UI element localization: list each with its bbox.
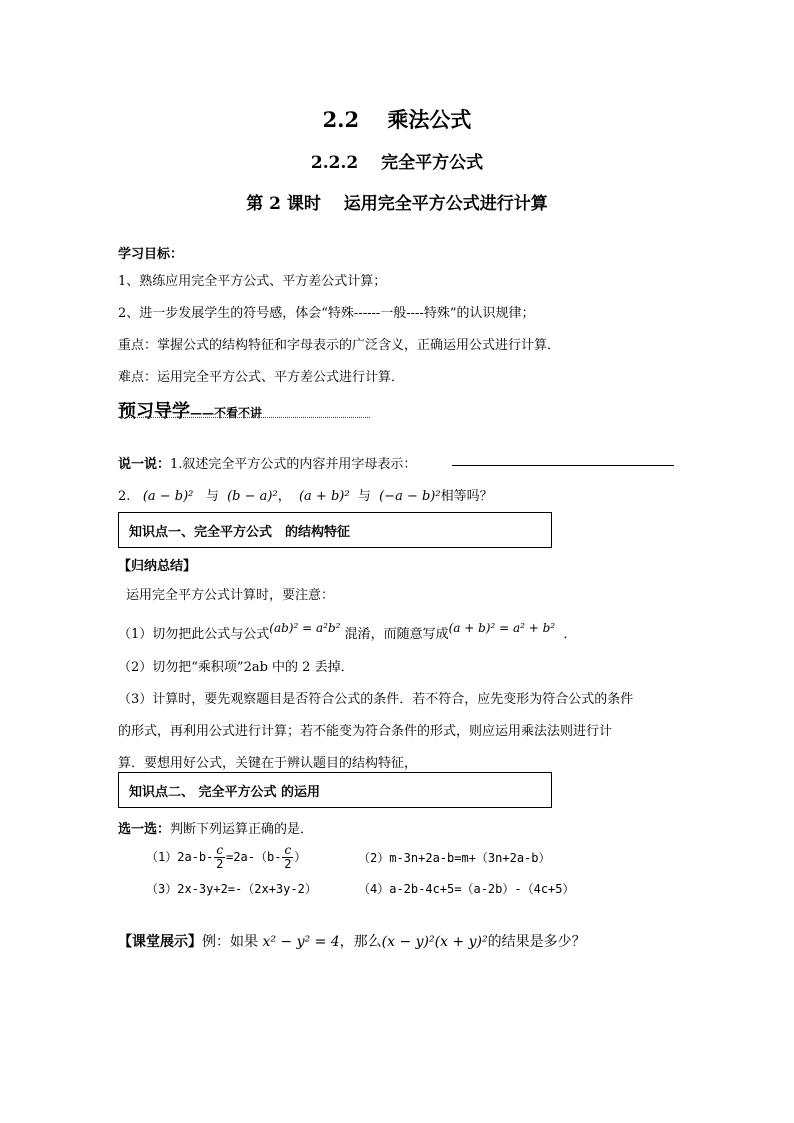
preview-underline xyxy=(118,417,370,418)
option-1-a: （1）2a-b- xyxy=(146,850,214,864)
goal-item-1: 1、熟练应用完全平方公式、平方差公式计算； xyxy=(118,274,387,289)
q2-number: 2. xyxy=(118,489,131,504)
fraction-c-over-2-b xyxy=(282,844,293,871)
preview-heading xyxy=(118,397,262,423)
class-display-text-c: 的结果是多少？ xyxy=(487,934,586,950)
choose-label: 选一选： xyxy=(118,822,171,837)
goal-item-2: 2、进一步发展学生的符号感，体会“特殊------一般----特殊”的认识规律； xyxy=(118,306,535,321)
title-sub: 2.2.2 完全平方公式 xyxy=(310,153,484,173)
summary-p1-b: 混淆，而随意写成 xyxy=(344,627,449,642)
title-main: 2.2 乘法公式 xyxy=(322,107,472,132)
formula-ab-squared: (ab)² = a²b² xyxy=(269,621,341,635)
option-4: （4）a-2b-4c+5=（a-2b）-（4c+5） xyxy=(358,882,575,896)
fraction-den: 2 xyxy=(284,857,292,871)
class-display-text-b: ，那么 xyxy=(339,934,382,950)
preview-heading-text: 预习导学 xyxy=(118,401,190,422)
formula-product: (x − y)²(x + y)² xyxy=(381,934,488,950)
summary-intro: 运用完全平方公式计算时，要注意： xyxy=(126,588,335,603)
answer-blank xyxy=(452,465,674,466)
summary-p3-line1: （3）计算时，要先观察题目是否符合公式的条件．若不符合，应先变形为符合公式的条件 xyxy=(118,692,634,707)
q2-and-2: 与 xyxy=(357,489,371,504)
title-lesson: 第 2 课时 运用完全平方公式进行计算 xyxy=(246,194,548,214)
knowledge-point-1-box xyxy=(118,512,552,548)
class-display-label: 【课堂展示】 xyxy=(118,934,202,950)
q2-expr-b: (b − a)² xyxy=(227,489,278,504)
summary-p1 xyxy=(118,623,576,642)
formula-a-plus-b-squared: (a + b)² = a² + b² xyxy=(448,621,556,635)
choose-prompt xyxy=(118,818,313,837)
class-display-text-a: 例：如果 xyxy=(202,934,258,950)
say-q2 xyxy=(118,485,493,504)
say-q1 xyxy=(118,453,416,472)
option-1-c: ） xyxy=(294,850,307,864)
say-label: 说一说： xyxy=(118,457,171,472)
q2-sep: ， xyxy=(277,489,291,504)
goals-heading: 学习目标： xyxy=(118,247,184,262)
key-point: 重点：掌握公式的结构特征和字母表示的广泛含义，正确运用公式进行计算． xyxy=(118,338,561,353)
summary-heading: 【归纳总结】 xyxy=(118,559,197,574)
q2-tail: 相等吗？ xyxy=(440,489,493,504)
fraction-c-over-2-a xyxy=(214,844,225,871)
option-3: （3）2x-3y+2=-（2x+3y-2） xyxy=(146,882,317,896)
summary-p3-line2: 的形式，再利用公式进行计算；若不能变为符合条件的形式，则应运用乘法法则进行计 xyxy=(118,724,613,739)
summary-p2: （2）切勿把“乘积项”2ab 中的 2 丢掉． xyxy=(118,660,354,675)
summary-p1-c: ． xyxy=(563,627,577,642)
summary-p1-a: （1）切勿把此公式与公式 xyxy=(118,627,270,642)
class-display xyxy=(118,931,586,951)
choose-prompt-text: 判断下列运算正确的是． xyxy=(170,822,314,837)
say-q1-text: 1.叙述完全平方公式的内容并用字母表示： xyxy=(170,457,417,472)
fraction-num: c xyxy=(216,843,224,857)
option-2: （2）m-3n+2a-b=m+（3n+2a-b） xyxy=(358,851,551,865)
q2-expr-c: (a + b)² xyxy=(298,489,350,504)
q2-expr-d: (−a − b)² xyxy=(379,489,441,504)
q2-and-1: 与 xyxy=(205,489,219,504)
fraction-num: c xyxy=(284,843,292,857)
q2-expr-a: (a − b)² xyxy=(142,489,194,504)
option-1 xyxy=(146,844,306,871)
difficulty: 难点：运用完全平方公式、平方差公式进行计算． xyxy=(118,370,405,385)
knowledge-point-2-label: 知识点二、 完全平方公式 的运用 xyxy=(129,785,321,800)
knowledge-point-1-label: 知识点一、完全平方公式 的结构特征 xyxy=(129,525,351,540)
preview-heading-suffix: ——不看不讲 xyxy=(190,406,263,420)
knowledge-point-2-box xyxy=(118,772,552,808)
summary-p3-line3: 算．要想用好公式，关键在于辨认题目的结构特征， xyxy=(118,756,418,771)
option-1-b: =2a-（b- xyxy=(226,850,282,864)
fraction-den: 2 xyxy=(216,857,224,871)
formula-x2-minus-y2: x² − y² = 4 xyxy=(262,934,340,950)
